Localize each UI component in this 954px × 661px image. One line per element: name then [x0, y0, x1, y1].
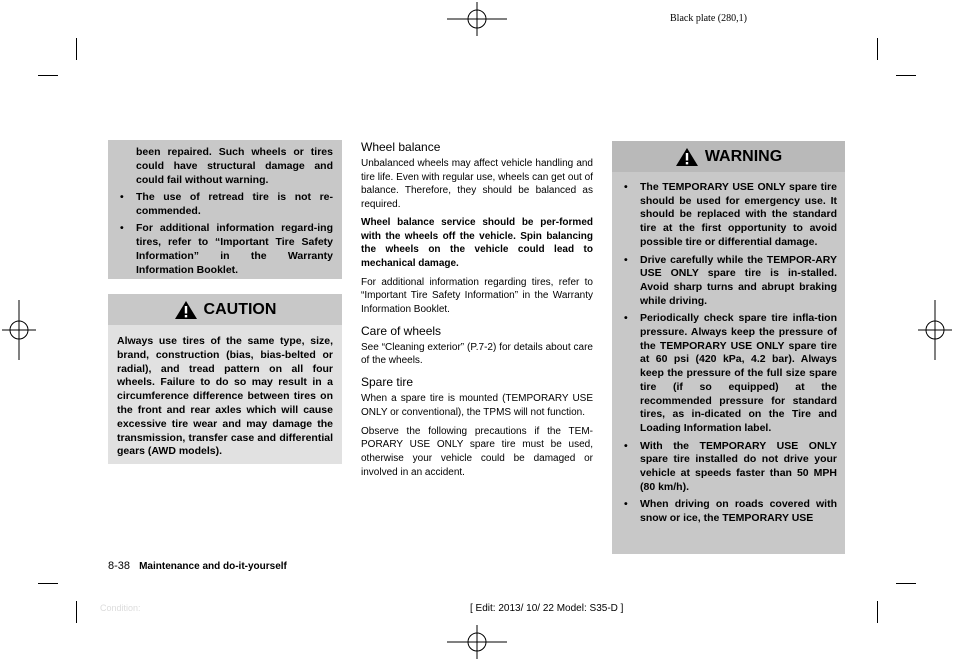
caution-header — [108, 294, 342, 325]
page-footer — [108, 560, 287, 572]
section-heading: Care of wheels — [361, 323, 442, 338]
crop-mark — [877, 38, 878, 60]
crop-mark — [76, 601, 77, 623]
paragraph: For additional information regarding tires, refer to “Important Tire Safety Information” in the Warranty Information Booklet. — [361, 276, 593, 316]
caution-box — [108, 294, 342, 464]
crop-mark — [896, 583, 916, 584]
page-number: 8-38 — [108, 560, 131, 572]
list-item: • Periodically check spare tire infla-tion pressure. Always keep the pressure of the TEMPORARY USE ONLY spare tire at 60 psi (420 kPa, 4.2 bar). Always keep the pressure of the full size spare tire (if so equipped) at the recommended pressure for standard tires, as in-dicated on the Tire and Loading Information label. — [620, 312, 837, 435]
section-heading: Spare tire — [361, 375, 414, 390]
warning-bullet-list — [612, 172, 845, 526]
crop-mark — [896, 75, 916, 76]
paragraph: When a spare tire is mounted (TEMPORARY USE ONLY or conventional), the TPMS will not function. — [361, 393, 593, 418]
tire-warning-continued-box — [108, 140, 342, 279]
warning-bullet-list — [108, 187, 342, 277]
list-item: • The use of retread tire is not re-commended. — [116, 190, 333, 218]
caution-text: Always use tires of the same type, size, brand, construction (bias, bias-belted or radial), and tread pattern on all four wheels. Failure to do so may result in a circumference difference between tires on the front and rear axles which will cause excessive tire wear and may damage the transmission, transfer case and differential gears (AWD models). — [117, 335, 333, 458]
condition-label: Condition: — [100, 603, 141, 613]
registration-mark-icon — [447, 2, 507, 36]
list-item: • Drive carefully while the TEMPOR-ARY USE ONLY spare tire is in-stalled. Avoid sharp turns and abrupt braking while driving. — [620, 254, 837, 309]
list-item: • With the TEMPORARY USE ONLY spare tire installed do not drive your vehicle at speeds faster than 50 MPH (80 km/h). — [620, 440, 837, 495]
list-item: • When driving on roads covered with snow or ice, the TEMPORARY USE — [620, 498, 837, 525]
section-heading: Wheel balance — [361, 140, 441, 154]
paragraph: Observe the following precautions if the TEM-PORARY USE ONLY spare tire must be used, otherwise your vehicle could be damaged or involved in an accident. — [361, 425, 593, 478]
warning-title: WARNING — [704, 147, 783, 165]
list-item: • For additional information regard-ing tires, refer to “Important Tire Safety Information” in the Warranty Information Booklet. — [116, 221, 333, 277]
crop-mark — [38, 583, 58, 584]
edit-info: [ Edit: 2013/ 10/ 22 Model: S35-D ] — [470, 603, 624, 614]
paragraph: See “Cleaning exterior” (P.7-2) for details about care of the wheels. — [361, 341, 593, 367]
crop-mark — [76, 38, 77, 60]
registration-mark-icon — [2, 300, 36, 360]
text-column — [361, 140, 593, 479]
crop-mark — [877, 601, 878, 623]
warning-triangle-icon — [174, 300, 198, 320]
continued-warning-text: been repaired. Such wheels or tires could have structural damage and could fail without warning. — [136, 146, 333, 186]
crop-mark — [38, 75, 58, 76]
registration-mark-icon — [918, 300, 952, 360]
registration-mark-icon — [447, 625, 507, 659]
warning-header — [612, 141, 845, 172]
list-item: • The TEMPORARY USE ONLY spare tire should be used for emergency use. It should be replaced with the standard tire at the first opportunity to avoid possible tire or differential damage. — [620, 181, 837, 250]
bold-paragraph: Wheel balance service should be per-formed with the wheels off the vehicle. Spin balancing the wheels on the vehicle could lead to mechanical damage. — [361, 216, 593, 269]
paragraph: Unbalanced wheels may affect vehicle handling and tire life. Even with regular use, wheels can get out of balance. Therefore, they should be balanced as required. — [361, 158, 593, 211]
section-title: Maintenance and do-it-yourself — [139, 561, 287, 572]
plate-label: Black plate (280,1) — [670, 13, 747, 24]
warning-box — [612, 141, 845, 554]
warning-triangle-icon — [675, 147, 699, 167]
caution-title: CAUTION — [203, 300, 277, 318]
